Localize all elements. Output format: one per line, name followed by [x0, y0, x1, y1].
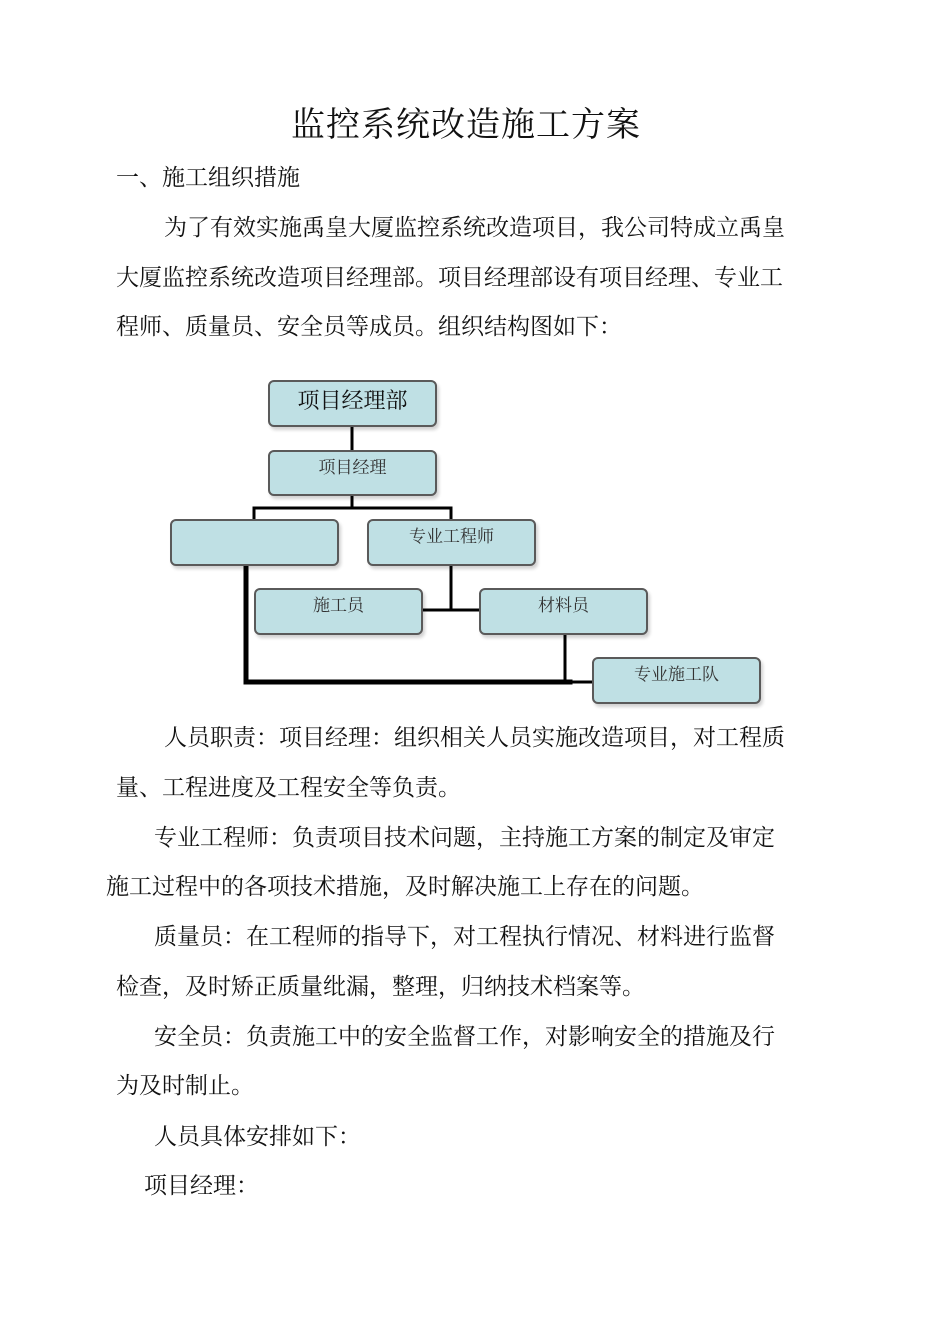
duty-safety-line-2: 为及时制止。: [116, 1073, 254, 1099]
org-node-constructor-label: 施工员: [313, 596, 364, 616]
org-node-material-label: 材料员: [538, 596, 589, 616]
org-node-project-department-label: 项目经理部: [297, 389, 408, 414]
intro-line-3: 程师、质量员、安全员等成员。组织结构图如下：: [116, 314, 622, 340]
org-node-blank-label: [172, 521, 337, 526]
arrangement-heading: 人员具体安排如下：: [154, 1124, 361, 1150]
org-node-engineer-label: 专业工程师: [409, 527, 494, 547]
intro-line-1: 为了有效实施禹皇大厦监控系统改造项目，我公司特成立禹皇: [164, 215, 785, 241]
page-title: 监控系统改造施工方案: [291, 105, 641, 145]
duty-manager-line-1: 人员职责：项目经理：组织相关人员实施改造项目，对工程质: [164, 725, 785, 751]
duty-quality-line-1: 质量员：在工程师的指导下，对工程执行情况、材料进行监督: [154, 924, 775, 950]
org-node-material: [479, 588, 648, 635]
manager-label: 项目经理：: [144, 1173, 259, 1199]
org-node-team: [592, 657, 761, 704]
intro-line-2: 大厦监控系统改造项目经理部。项目经理部设有项目经理、专业工: [116, 265, 783, 291]
section-heading: 一、施工组织措施: [116, 165, 300, 191]
duty-quality-line-2: 检查，及时矫正质量纰漏，整理，归纳技术档案等。: [116, 974, 645, 1000]
org-node-blank: [170, 519, 339, 566]
org-node-engineer: [367, 519, 536, 566]
duty-manager-line-2: 量、工程进度及工程安全等负责。: [116, 775, 461, 801]
org-node-project-manager-label: 项目经理: [318, 458, 387, 478]
org-node-project-manager: [268, 450, 437, 496]
duty-safety-line-1: 安全员：负责施工中的安全监督工作，对影响安全的措施及行: [154, 1024, 775, 1050]
org-node-team-label: 专业施工队: [634, 665, 719, 685]
org-node-constructor: [254, 588, 423, 635]
duty-engineer-line-2: 施工过程中的各项技术措施，及时解决施工上存在的问题。: [106, 874, 704, 900]
duty-engineer-line-1: 专业工程师：负责项目技术问题，主持施工方案的制定及审定: [154, 825, 775, 851]
org-node-project-department: [268, 380, 437, 427]
